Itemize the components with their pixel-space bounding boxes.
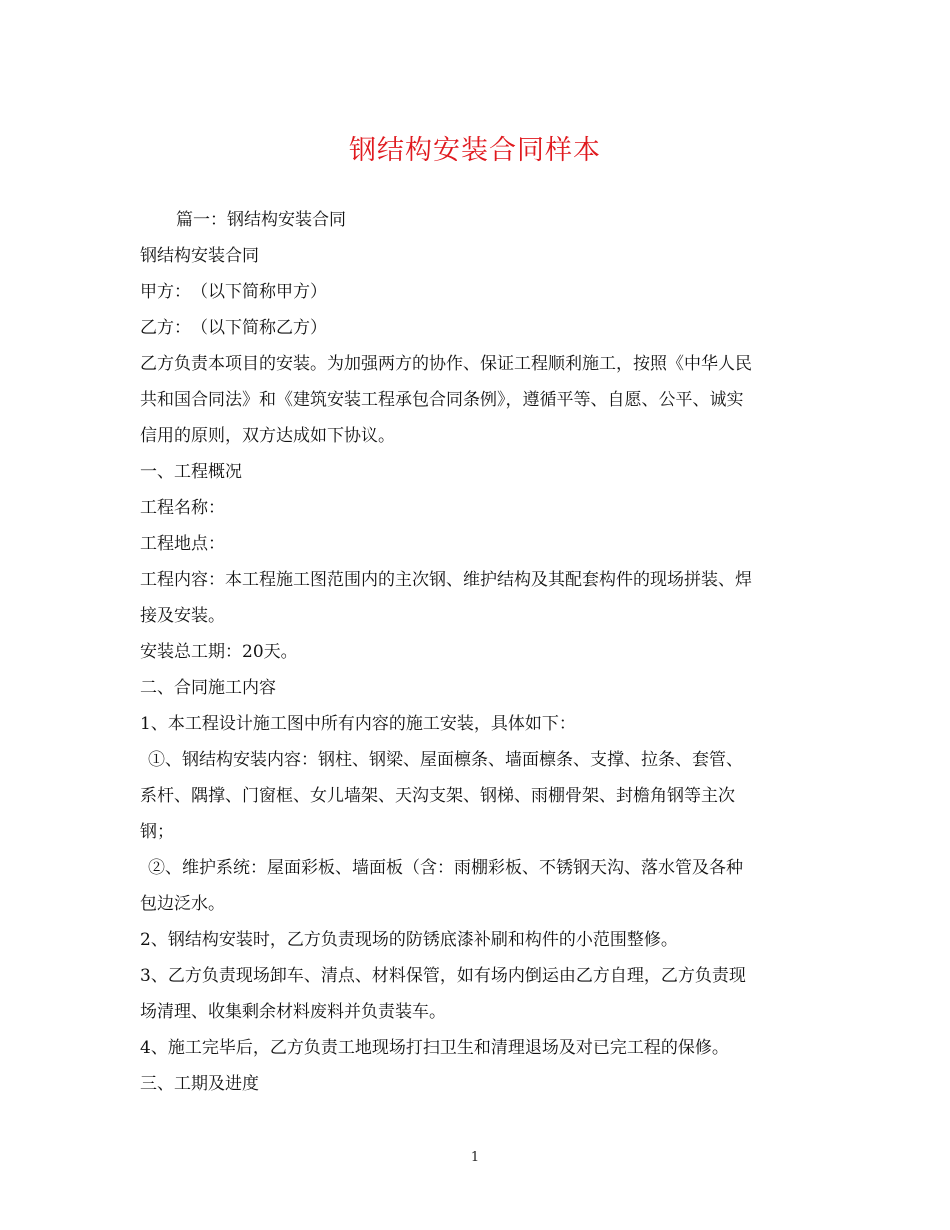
party-a: 甲方： （以下简称甲方）	[140, 282, 327, 302]
project-location: 工程地点：	[140, 534, 225, 554]
total-duration: 安装总工期：20天。	[140, 642, 298, 662]
document-title: 钢结构安装合同样本	[349, 135, 601, 166]
paragraph-line: 钢；	[140, 822, 174, 842]
list-item: 1、本工程设计施工图中所有内容的施工安装，具体如下：	[140, 714, 576, 734]
paragraph-line: 共和国合同法》和《建筑安装工程承包合同条例》，遵循平等、自愿、公平、诚实	[140, 390, 744, 410]
contract-name: 钢结构安装合同	[140, 246, 259, 266]
section-heading: 二、合同施工内容	[140, 678, 276, 698]
section-heading: 篇一：钢结构安装合同	[176, 210, 346, 230]
page-number: 1	[470, 1150, 480, 1165]
section-heading: 一、工程概况	[140, 462, 242, 482]
list-item: ②、维护系统：屋面彩板、墙面板（含：雨棚彩板、不锈钢天沟、落水管及各种	[148, 858, 743, 878]
list-item: 2、钢结构安装时，乙方负责现场的防锈底漆补刷和构件的小范围整修。	[140, 930, 678, 950]
paragraph-line: 工程内容：本工程施工图范围内的主次钢、维护结构及其配套构件的现场拼装、焊	[140, 570, 752, 590]
paragraph-line: 信用的原则，双方达成如下协议。	[140, 426, 395, 446]
paragraph-line: 场清理、收集剩余材料废料并负责装车。	[140, 1002, 446, 1022]
list-item: 4、施工完毕后，乙方负责工地现场打扫卫生和清理退场及对已完工程的保修。	[140, 1038, 729, 1058]
paragraph-line: 系杆、隅撑、门窗框、女儿墙架、天沟支架、钢梯、雨棚骨架、封檐角钢等主次	[140, 786, 735, 806]
paragraph-line: 接及安装。	[140, 606, 225, 626]
paragraph-line: 乙方负责本项目的安装。为加强两方的协作、保证工程顺利施工，按照《中华人民	[140, 354, 752, 374]
section-heading: 三、工期及进度	[140, 1074, 259, 1094]
project-name: 工程名称：	[140, 498, 225, 518]
party-b: 乙方： （以下简称乙方）	[140, 318, 327, 338]
list-item: ①、钢结构安装内容：钢柱、钢梁、屋面檩条、墙面檩条、支撑、拉条、套管、	[148, 750, 743, 770]
paragraph-line: 包边泛水。	[140, 894, 225, 914]
list-item: 3、乙方负责现场卸车、清点、材料保管，如有场内倒运由乙方自理，乙方负责现	[140, 966, 746, 986]
document-body	[140, 202, 815, 1102]
